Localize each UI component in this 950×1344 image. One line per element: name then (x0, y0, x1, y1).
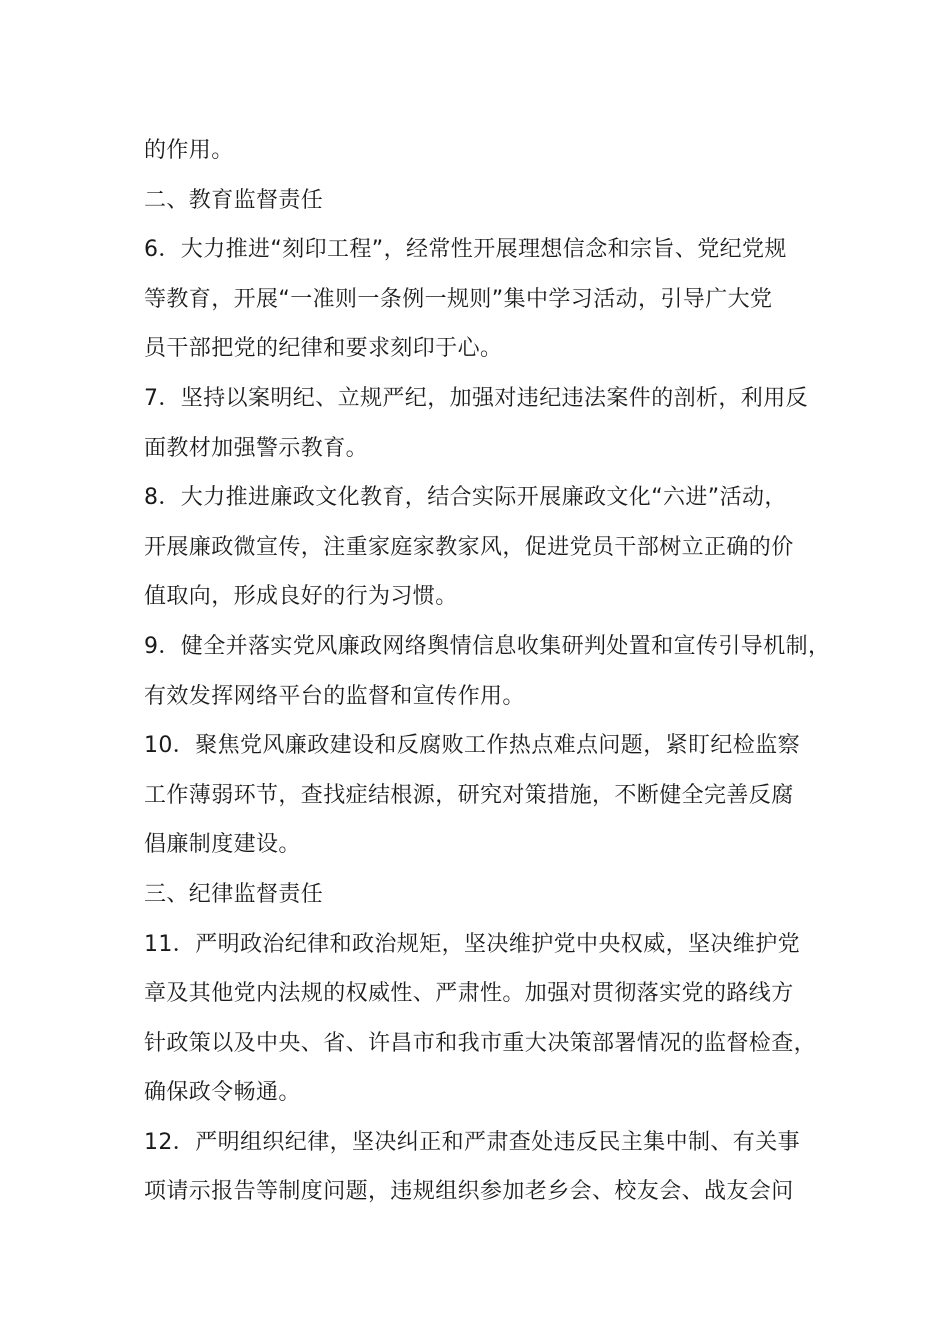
text-line: 确保政令畅通。 (144, 1080, 301, 1106)
section-heading: 二、教育监督责任 (144, 187, 324, 213)
text-line: 章及其他党内法规的权威性、严肃性。加强对贯彻落实党的路线方 (144, 981, 794, 1007)
text-line: 的作用。 (144, 138, 234, 163)
text-line: 9．健全并落实党风廉政网络舆情信息收集研判处置和宣传引导机制， (144, 633, 831, 659)
section-heading: 三、纪律监督责任 (144, 881, 324, 907)
text-line: 员干部把党的纪律和要求刻印于心。 (144, 336, 503, 362)
text-line: 开展廉政微宣传，注重家庭家教家风，促进党员干部树立正确的价 (144, 534, 794, 560)
text-line: 7．坚持以案明纪、立规严纪，加强对违纪违法案件的剖析，利用反 (144, 385, 808, 411)
text-line: 8．大力推进廉政文化教育，结合实际开展廉政文化“六进”活动， (144, 485, 787, 511)
text-line: 10．聚焦党风廉政建设和反腐败工作热点难点问题，紧盯纪检监察 (144, 733, 800, 759)
text-line: 针政策以及中央、省、许昌市和我市重大决策部署情况的监督检查， (144, 1030, 817, 1056)
text-line: 值取向，形成良好的行为习惯。 (144, 584, 458, 610)
text-line: 等教育，开展“一准则一条例一规则”集中学习活动，引导广大党 (144, 286, 773, 312)
text-line: 11．严明政治纪律和政治规矩，坚决维护党中央权威，坚决维护党 (144, 931, 800, 957)
text-line: 12．严明组织纪律，坚决纠正和严肃查处违反民主集中制、有关事 (144, 1129, 800, 1155)
text-line: 有效发挥网络平台的监督和宣传作用。 (144, 683, 525, 709)
text-line: 6．大力推进“刻印工程”，经常性开展理想信念和宗旨、党纪党规 (144, 237, 787, 263)
document-body (144, 126, 831, 1217)
text-line: 工作薄弱环节，查找症结根源，研究对策措施，不断健全完善反腐 (144, 782, 794, 808)
text-line: 面教材加强警示教育。 (144, 435, 369, 461)
text-line: 倡廉制度建设。 (144, 832, 301, 858)
text-line: 项请示报告等制度问题，违规组织参加老乡会、校友会、战友会问 (144, 1179, 794, 1205)
